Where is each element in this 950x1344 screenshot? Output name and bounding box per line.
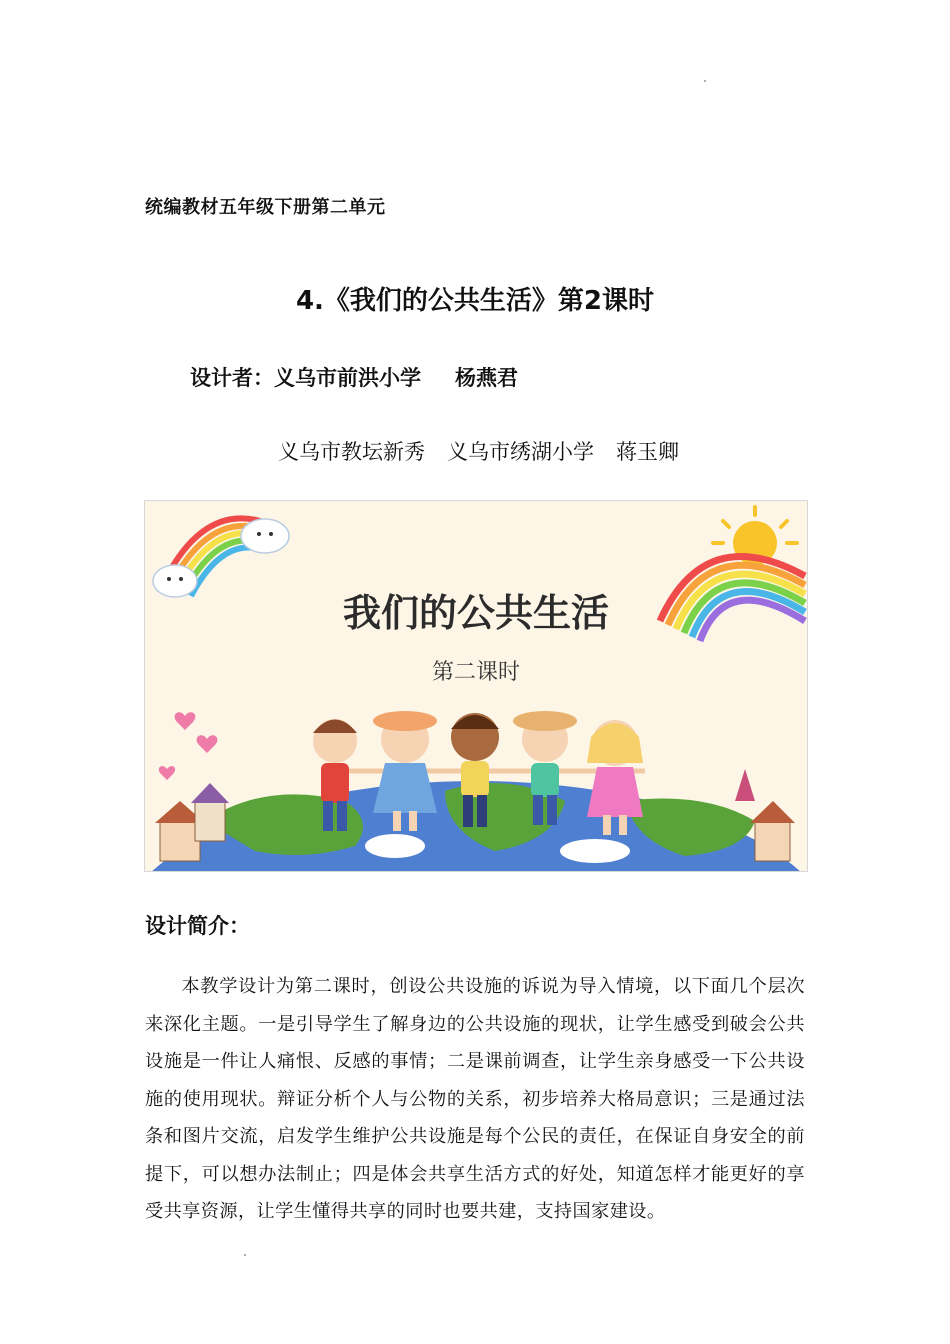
unit-line: 统编教材五年级下册第二单元 xyxy=(145,197,386,218)
lesson-title: 4.《我们的公共生活》第2课时 xyxy=(295,286,655,316)
co-designer-line xyxy=(278,436,679,466)
intro-heading: 设计简介： xyxy=(145,914,250,938)
designer-line xyxy=(190,362,518,392)
cover-illustration xyxy=(145,501,807,871)
designer-label-school: 设计者：义乌市前洪小学 xyxy=(190,366,421,390)
banner-title: 我们的公共生活 xyxy=(342,591,610,635)
co-designer-school: 义乌市绣湖小学 xyxy=(447,440,594,464)
cover-banner-image xyxy=(144,500,808,872)
speck xyxy=(704,80,706,82)
speck xyxy=(244,1254,246,1256)
intro-paragraph: 本教学设计为第二课时，创设公共设施的诉说为导入情境，以下面几个层次来深化主题。一是引导学生了解身边的公共设施的现状，让学生感受到破会公共设施是一件让人痛恨、反感的事情；二是课前调查，让学生亲身感受一下公共设施的使用现状。辩证分析个人与公物的关系，初步培养大格局意识；三是通过法条和图片交流，启发学生维护公共设施是每个公民的责任，在保证自身安全的前提下，可以想办法制止；四是体会共享生活方式的好处，知道怎样才能更好的享受共享资源，让学生懂得共享的同时也要共建，支持国家建设。 xyxy=(145,976,805,1222)
banner-subtitle: 第二课时 xyxy=(431,660,521,685)
co-designer-honor: 义乌市教坛新秀 xyxy=(278,440,425,464)
co-designer-name: 蒋玉卿 xyxy=(616,440,679,464)
designer-name: 杨燕君 xyxy=(455,366,518,390)
